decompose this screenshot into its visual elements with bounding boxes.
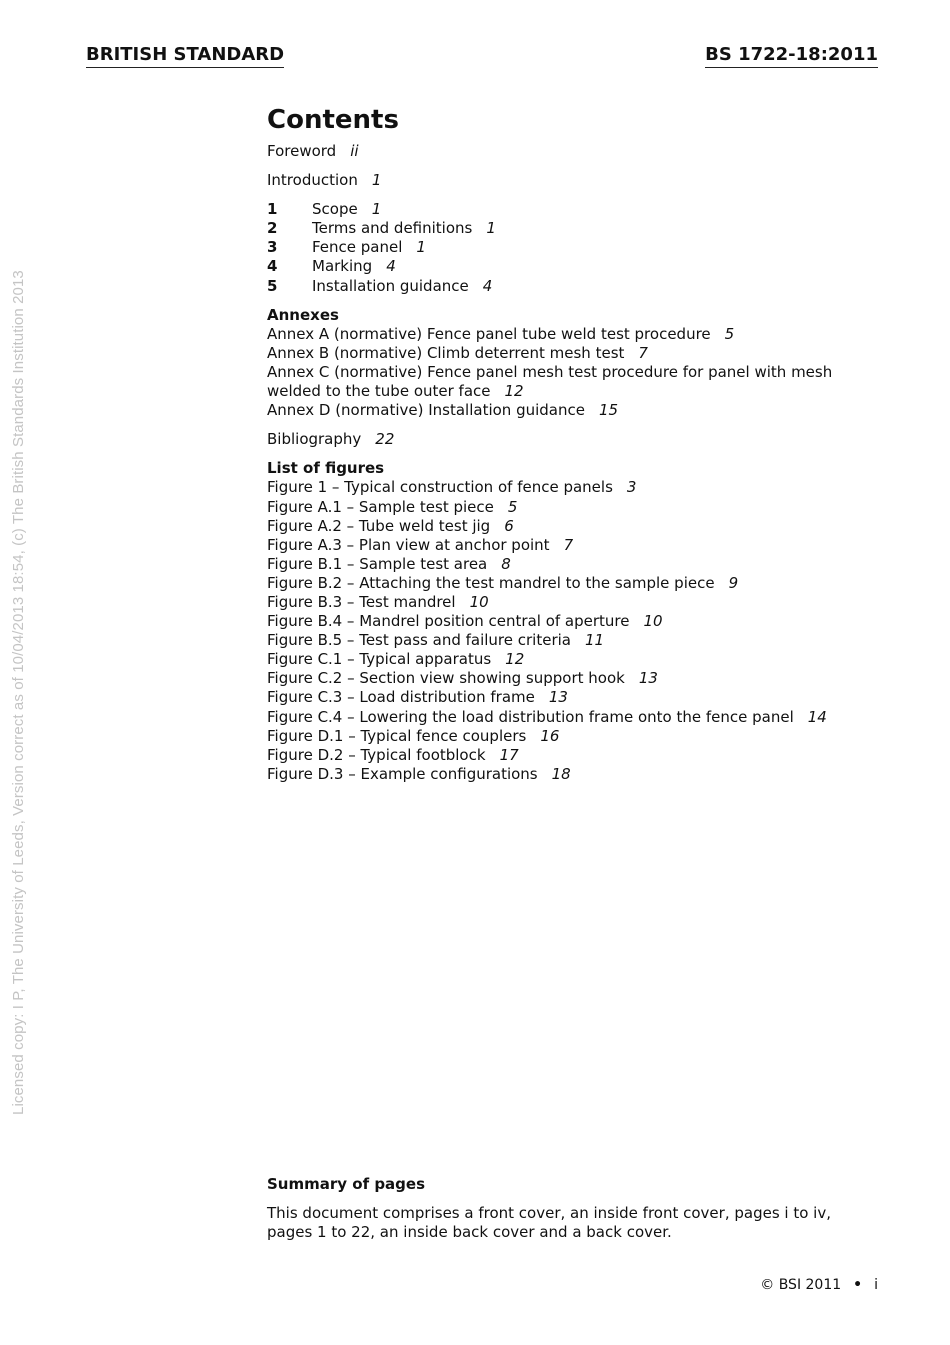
toc-page: 15: [598, 401, 619, 420]
toc-page: 22: [375, 430, 395, 449]
toc-page: 17: [499, 745, 519, 764]
header-right: BS 1722-18:2011: [705, 44, 878, 68]
toc-page: 10: [643, 612, 663, 631]
toc-page: 4: [482, 276, 493, 295]
toc-label: Figure 1 – Typical construction of fence panels: [267, 478, 613, 497]
toc-entry-clause[interactable]: [267, 219, 877, 238]
license-watermark: Licensed copy: I P, The University of Leeds, Version correct as of 10/04/2013 18:54, (c) The British Standards Institution 2013: [10, 270, 27, 1115]
clause-number: 3: [267, 238, 278, 257]
toc-entry-annex[interactable]: [267, 344, 877, 363]
toc-page: 4: [386, 257, 396, 276]
toc-label: Bibliography: [267, 430, 362, 449]
toc-label: Marking: [312, 257, 373, 276]
bullet-separator: •: [853, 1277, 863, 1293]
summary-of-pages: [267, 1175, 867, 1242]
toc-label: Annex C (normative) Fence panel mesh test procedure for panel with mesh: [267, 362, 833, 381]
toc-page: 11: [584, 631, 605, 650]
toc-entry-clause[interactable]: [267, 257, 877, 276]
toc-entry-bibliography[interactable]: [267, 430, 877, 449]
clause-number: 2: [267, 219, 278, 238]
toc-label: Figure B.3 – Test mandrel: [267, 592, 456, 611]
toc-entry-figure[interactable]: [267, 765, 877, 784]
figure-list: [267, 459, 877, 784]
toc-label-continued: welded to the tube outer face: [267, 382, 491, 401]
toc-label: Figure C.4 – Lowering the load distribution frame onto the fence panel: [267, 707, 794, 726]
summary-heading: Summary of pages: [267, 1175, 426, 1193]
toc-entry-annex[interactable]: [267, 363, 877, 401]
toc-label: Figure C.2 – Section view showing support hook: [267, 669, 625, 688]
annex-list: [267, 306, 877, 421]
header-left: BRITISH STANDARD: [86, 44, 284, 68]
figures-heading: List of figures: [267, 459, 385, 478]
toc-label: Figure D.2 – Typical footblock: [267, 745, 486, 764]
toc-entry-clause[interactable]: [267, 200, 877, 219]
toc-page: 12: [504, 382, 524, 401]
clause-number: 4: [267, 257, 278, 276]
toc-page: 14: [807, 707, 827, 726]
toc-entry-introduction[interactable]: [267, 171, 877, 190]
toc-entry-figure[interactable]: [267, 593, 877, 612]
toc-entry-figure[interactable]: [267, 517, 877, 536]
toc-entry-figure[interactable]: [267, 574, 877, 593]
clause-list: [267, 200, 877, 295]
toc-entry-figure[interactable]: [267, 746, 877, 765]
toc-entry-clause[interactable]: [267, 277, 877, 296]
toc-page: 1: [416, 238, 426, 257]
toc-entry-figure[interactable]: [267, 727, 877, 746]
toc-entry-figure[interactable]: [267, 498, 877, 517]
toc-entry-figure[interactable]: [267, 631, 877, 650]
toc-label: Figure B.2 – Attaching the test mandrel to the sample piece: [267, 573, 715, 592]
contents-section: [267, 104, 877, 794]
summary-text: [267, 1204, 867, 1242]
copyright-notice: © BSI 2011: [760, 1277, 842, 1293]
toc-page: 9: [728, 573, 739, 592]
toc-page: 5: [724, 324, 735, 343]
clause-number: 1: [267, 200, 278, 219]
toc-page: 7: [563, 535, 574, 554]
toc-label: Figure A.2 – Tube weld test jig: [267, 516, 491, 535]
toc-label: Fence panel: [312, 238, 403, 257]
toc-label: Figure C.1 – Typical apparatus: [267, 650, 492, 669]
toc-label: Installation guidance: [312, 276, 469, 295]
toc-entry-clause[interactable]: [267, 238, 877, 257]
toc-page: 10: [469, 592, 489, 611]
toc-label: Annex D (normative) Installation guidance: [267, 401, 585, 420]
toc-entry-figure[interactable]: [267, 555, 877, 574]
toc-entry-annex[interactable]: [267, 325, 877, 344]
toc-entry-annex[interactable]: [267, 401, 877, 420]
toc-label: Figure A.1 – Sample test piece: [267, 497, 494, 516]
page-number: i: [874, 1277, 878, 1293]
toc-label: Foreword: [267, 142, 337, 160]
toc-label: Annex A (normative) Fence panel tube weld test procedure: [267, 324, 711, 343]
toc-entry-figure[interactable]: [267, 708, 877, 727]
toc-entry-figure[interactable]: [267, 612, 877, 631]
toc-entry-figure[interactable]: [267, 478, 877, 497]
toc-label: Figure B.5 – Test pass and failure criteria: [267, 631, 571, 650]
toc-page: ii: [350, 142, 359, 160]
toc-label: Figure A.3 – Plan view at anchor point: [267, 535, 550, 554]
toc-label: Scope: [312, 200, 358, 219]
toc-page: 7: [638, 343, 648, 362]
summary-line: pages 1 to 22, an inside back cover and a back cover.: [267, 1223, 672, 1242]
toc-page: 12: [505, 650, 525, 669]
toc-entry-figure[interactable]: [267, 688, 877, 707]
toc-label: Terms and definitions: [312, 219, 473, 238]
toc-page: 5: [507, 497, 518, 516]
toc-page: 6: [504, 516, 514, 535]
toc-entry-foreword[interactable]: [267, 142, 877, 161]
toc-page: 13: [638, 669, 658, 688]
annexes-heading: Annexes: [267, 305, 339, 324]
toc-page: 1: [486, 219, 496, 238]
page-title: Contents: [267, 105, 399, 135]
clause-number: 5: [267, 276, 278, 295]
toc-label: Figure B.4 – Mandrel position central of aperture: [267, 612, 630, 631]
summary-line: This document comprises a front cover, an inside front cover, pages i to iv,: [267, 1204, 831, 1223]
toc-page: 18: [551, 764, 571, 783]
toc-entry-figure[interactable]: [267, 536, 877, 555]
toc-label: Figure C.3 – Load distribution frame: [267, 688, 535, 707]
toc-label: Annex B (normative) Climb deterrent mesh test: [267, 343, 625, 362]
toc-page: 13: [548, 688, 568, 707]
toc-label: Introduction: [267, 171, 358, 190]
toc-entry-figure[interactable]: [267, 669, 877, 688]
toc-label: Figure D.3 – Example configurations: [267, 764, 538, 783]
toc-page: 16: [540, 726, 560, 745]
page-footer: [760, 1276, 878, 1294]
toc-page: 1: [371, 171, 382, 190]
toc-page: 8: [501, 554, 511, 573]
toc-page: 3: [626, 478, 637, 497]
toc-page: 1: [371, 200, 382, 219]
toc-label: Figure D.1 – Typical fence couplers: [267, 726, 527, 745]
toc-entry-figure[interactable]: [267, 650, 877, 669]
toc-label: Figure B.1 – Sample test area: [267, 554, 488, 573]
